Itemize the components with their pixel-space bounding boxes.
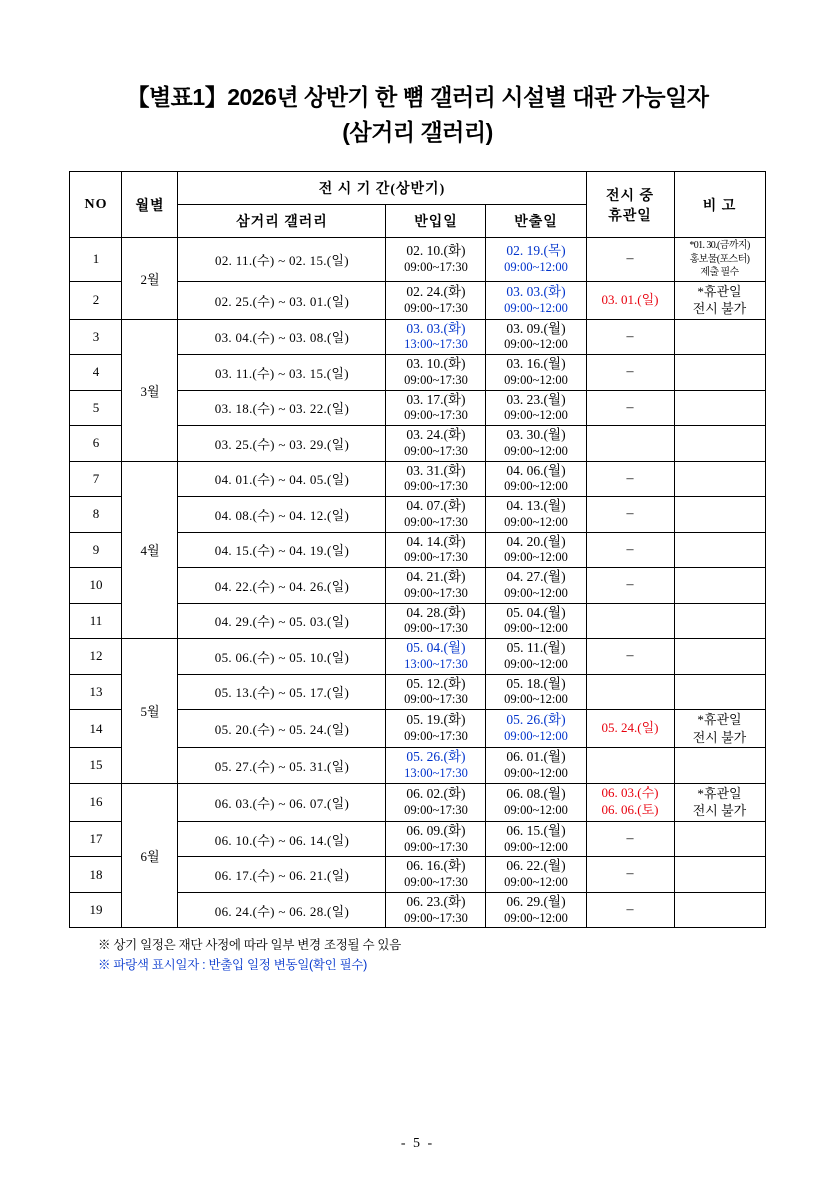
load-out-date: 04. 27.(월) bbox=[506, 569, 566, 585]
load-out-time: 09:00~12:00 bbox=[504, 479, 568, 494]
closed-day-value: – bbox=[626, 364, 634, 380]
cell-exhibition-period: 05. 13.(수) ~ 05. 17.(일) bbox=[178, 674, 386, 710]
cell-no: 17 bbox=[70, 821, 122, 857]
cell-exhibition-period: 05. 27.(수) ~ 05. 31.(일) bbox=[178, 748, 386, 784]
closed-day-value: – bbox=[626, 506, 634, 522]
load-in-date: 05. 12.(화) bbox=[406, 675, 466, 691]
cell-closed-day bbox=[586, 821, 674, 857]
cell-month: 4월 bbox=[122, 461, 178, 639]
footnote-1: ※ 상기 일정은 재단 사정에 따라 일부 변경 조정될 수 있음 bbox=[98, 938, 401, 953]
cell-month: 2월 bbox=[122, 238, 178, 320]
cell-exhibition-period: 03. 25.(수) ~ 03. 29.(일) bbox=[178, 426, 386, 462]
load-in-time: 09:00~17:30 bbox=[404, 692, 468, 707]
header-load-in: 반입일 bbox=[386, 205, 486, 238]
load-in-time: 09:00~17:30 bbox=[404, 875, 468, 890]
load-out-time: 09:00~12:00 bbox=[504, 729, 568, 744]
cell-load-in bbox=[386, 857, 486, 893]
load-in-time: 09:00~17:30 bbox=[404, 802, 468, 817]
load-out-date: 05. 26.(화) bbox=[506, 712, 566, 728]
cell-exhibition-period: 04. 29.(수) ~ 05. 03.(일) bbox=[178, 603, 386, 639]
load-in-time: 09:00~17:30 bbox=[404, 259, 468, 274]
header-period-group: 전 시 기 간(상반기) bbox=[178, 172, 586, 205]
load-out-time: 09:00~12:00 bbox=[504, 839, 568, 854]
closed-day-value: 05. 24.(일) bbox=[601, 720, 659, 736]
cell-exhibition-period: 06. 17.(수) ~ 06. 21.(일) bbox=[178, 857, 386, 893]
cell-no: 19 bbox=[70, 892, 122, 928]
cell-load-out bbox=[486, 281, 586, 319]
load-in-time: 09:00~17:30 bbox=[404, 910, 468, 925]
cell-no: 16 bbox=[70, 783, 122, 821]
load-out-time: 09:00~12:00 bbox=[504, 337, 568, 352]
load-in-date: 03. 31.(화) bbox=[406, 462, 466, 478]
table-row bbox=[70, 783, 765, 821]
note-line: *휴관일 bbox=[697, 712, 742, 728]
load-in-time: 09:00~17:30 bbox=[404, 621, 468, 636]
cell-closed-day bbox=[586, 497, 674, 533]
cell-load-in bbox=[386, 238, 486, 282]
closed-day-value: – bbox=[626, 399, 634, 415]
cell-note bbox=[674, 281, 765, 319]
cell-closed-day bbox=[586, 857, 674, 893]
cell-note bbox=[674, 238, 765, 282]
load-out-time: 09:00~12:00 bbox=[504, 300, 568, 315]
cell-closed-day bbox=[586, 390, 674, 426]
table-row bbox=[70, 639, 765, 675]
cell-no: 14 bbox=[70, 710, 122, 748]
cell-note bbox=[674, 497, 765, 533]
load-out-time: 09:00~12:00 bbox=[504, 692, 568, 707]
cell-exhibition-period: 06. 24.(수) ~ 06. 28.(일) bbox=[178, 892, 386, 928]
page-number: - 5 - bbox=[400, 1136, 435, 1151]
cell-no: 11 bbox=[70, 603, 122, 639]
closed-day-value: – bbox=[626, 541, 634, 557]
closed-day-value: – bbox=[626, 328, 634, 344]
cell-no: 5 bbox=[70, 390, 122, 426]
header-gallery: 삼거리 갤러리 bbox=[178, 205, 386, 238]
cell-load-out bbox=[486, 857, 586, 893]
cell-load-out bbox=[486, 461, 586, 497]
cell-no: 15 bbox=[70, 748, 122, 784]
load-out-time: 09:00~12:00 bbox=[504, 550, 568, 565]
schedule-table bbox=[69, 171, 765, 928]
cell-load-in bbox=[386, 390, 486, 426]
load-in-date: 04. 28.(화) bbox=[406, 604, 466, 620]
load-out-date: 06. 29.(월) bbox=[506, 893, 566, 909]
cell-load-out bbox=[486, 748, 586, 784]
load-in-time: 09:00~17:30 bbox=[404, 585, 468, 600]
cell-load-in bbox=[386, 568, 486, 604]
cell-load-in bbox=[386, 497, 486, 533]
cell-load-in bbox=[386, 319, 486, 355]
header-no: NO bbox=[70, 172, 122, 238]
cell-note bbox=[674, 748, 765, 784]
page-title-line2: (삼거리 갤러리) bbox=[342, 118, 493, 145]
load-in-date: 04. 07.(화) bbox=[406, 498, 466, 514]
load-out-date: 03. 30.(월) bbox=[506, 427, 566, 443]
cell-load-in bbox=[386, 674, 486, 710]
cell-closed-day bbox=[586, 319, 674, 355]
load-out-date: 03. 23.(월) bbox=[506, 391, 566, 407]
table-row bbox=[70, 461, 765, 497]
cell-month: 5월 bbox=[122, 639, 178, 784]
closed-day-value: – bbox=[626, 470, 634, 486]
table-row bbox=[70, 319, 765, 355]
load-in-date: 03. 17.(화) bbox=[406, 391, 466, 407]
cell-load-in bbox=[386, 639, 486, 675]
cell-closed-day bbox=[586, 603, 674, 639]
cell-closed-day bbox=[586, 674, 674, 710]
cell-load-in bbox=[386, 603, 486, 639]
cell-closed-day bbox=[586, 748, 674, 784]
load-out-date: 05. 04.(월) bbox=[506, 604, 566, 620]
cell-load-in bbox=[386, 461, 486, 497]
cell-note bbox=[674, 674, 765, 710]
load-out-time: 09:00~12:00 bbox=[504, 514, 568, 529]
load-out-time: 09:00~12:00 bbox=[504, 875, 568, 890]
cell-note bbox=[674, 568, 765, 604]
load-out-date: 05. 18.(월) bbox=[506, 675, 566, 691]
closed-day-value: 06. 03.(수) bbox=[601, 785, 659, 801]
cell-closed-day bbox=[586, 355, 674, 391]
cell-load-out bbox=[486, 821, 586, 857]
cell-load-out bbox=[486, 674, 586, 710]
closed-day-value: – bbox=[626, 901, 634, 917]
cell-no: 1 bbox=[70, 238, 122, 282]
cell-note bbox=[674, 390, 765, 426]
load-out-time: 09:00~12:00 bbox=[504, 443, 568, 458]
cell-load-in bbox=[386, 892, 486, 928]
load-in-date: 03. 10.(화) bbox=[406, 356, 466, 372]
load-in-time: 13:00~17:30 bbox=[404, 656, 468, 671]
load-in-time: 09:00~17:30 bbox=[404, 372, 468, 387]
cell-closed-day bbox=[586, 783, 674, 821]
table-row bbox=[70, 238, 765, 282]
cell-exhibition-period: 04. 22.(수) ~ 04. 26.(일) bbox=[178, 568, 386, 604]
load-out-date: 04. 20.(월) bbox=[506, 533, 566, 549]
closed-day-value-2: 06. 06.(토) bbox=[601, 802, 659, 818]
cell-exhibition-period: 06. 03.(수) ~ 06. 07.(일) bbox=[178, 783, 386, 821]
load-in-date: 04. 21.(화) bbox=[406, 569, 466, 585]
cell-no: 13 bbox=[70, 674, 122, 710]
load-in-date: 05. 04.(월) bbox=[406, 640, 466, 656]
cell-load-out bbox=[486, 603, 586, 639]
cell-exhibition-period: 04. 08.(수) ~ 04. 12.(일) bbox=[178, 497, 386, 533]
cell-load-out bbox=[486, 783, 586, 821]
header-row-1 bbox=[70, 172, 765, 205]
cell-note bbox=[674, 319, 765, 355]
load-in-date: 06. 02.(화) bbox=[406, 785, 466, 801]
cell-load-in bbox=[386, 783, 486, 821]
load-out-time: 09:00~12:00 bbox=[504, 656, 568, 671]
cell-exhibition-period: 04. 01.(수) ~ 04. 05.(일) bbox=[178, 461, 386, 497]
cell-load-out bbox=[486, 238, 586, 282]
cell-load-out bbox=[486, 355, 586, 391]
cell-note bbox=[674, 892, 765, 928]
cell-no: 2 bbox=[70, 281, 122, 319]
load-in-time: 09:00~17:30 bbox=[404, 443, 468, 458]
cell-load-in bbox=[386, 821, 486, 857]
cell-note bbox=[674, 639, 765, 675]
cell-exhibition-period: 04. 15.(수) ~ 04. 19.(일) bbox=[178, 532, 386, 568]
note-line: 제출 필수 bbox=[700, 267, 739, 278]
load-out-time: 09:00~12:00 bbox=[504, 621, 568, 636]
load-in-date: 05. 26.(화) bbox=[406, 749, 466, 765]
note-line: 전시 불가 bbox=[692, 729, 747, 745]
cell-exhibition-period: 02. 25.(수) ~ 03. 01.(일) bbox=[178, 281, 386, 319]
load-in-time: 09:00~17:30 bbox=[404, 729, 468, 744]
cell-exhibition-period: 03. 11.(수) ~ 03. 15.(일) bbox=[178, 355, 386, 391]
page-title bbox=[60, 80, 775, 149]
load-out-time: 09:00~12:00 bbox=[504, 766, 568, 781]
cell-load-in bbox=[386, 426, 486, 462]
cell-load-out bbox=[486, 319, 586, 355]
cell-exhibition-period: 02. 11.(수) ~ 02. 15.(일) bbox=[178, 238, 386, 282]
closed-day-value: – bbox=[626, 648, 634, 664]
header-note: 비 고 bbox=[674, 172, 765, 238]
load-out-date: 06. 01.(월) bbox=[506, 749, 566, 765]
cell-note bbox=[674, 710, 765, 748]
cell-note bbox=[674, 426, 765, 462]
cell-no: 6 bbox=[70, 426, 122, 462]
load-out-date: 04. 06.(월) bbox=[506, 462, 566, 478]
load-out-date: 03. 03.(화) bbox=[506, 283, 566, 299]
cell-no: 7 bbox=[70, 461, 122, 497]
load-in-time: 09:00~17:30 bbox=[404, 300, 468, 315]
cell-load-out bbox=[486, 568, 586, 604]
closed-day-value: – bbox=[626, 866, 634, 882]
header-load-out: 반출일 bbox=[486, 205, 586, 238]
load-in-date: 06. 16.(화) bbox=[406, 858, 466, 874]
cell-no: 10 bbox=[70, 568, 122, 604]
cell-closed-day bbox=[586, 892, 674, 928]
header-closed-line2: 휴관일 bbox=[608, 208, 652, 224]
header-month: 월별 bbox=[122, 172, 178, 238]
load-out-date: 02. 19.(목) bbox=[506, 243, 566, 258]
cell-load-in bbox=[386, 748, 486, 784]
note-line: *휴관일 bbox=[697, 283, 742, 299]
note-line: 홍보물(포스터) bbox=[689, 253, 750, 265]
cell-month: 6월 bbox=[122, 783, 178, 928]
cell-closed-day bbox=[586, 281, 674, 319]
load-out-date: 06. 22.(월) bbox=[506, 858, 566, 874]
cell-load-out bbox=[486, 390, 586, 426]
note-line: 전시 불가 bbox=[692, 301, 747, 317]
cell-closed-day bbox=[586, 238, 674, 282]
cell-no: 12 bbox=[70, 639, 122, 675]
cell-closed-day bbox=[586, 426, 674, 462]
cell-closed-day bbox=[586, 568, 674, 604]
load-in-date: 03. 03.(화) bbox=[406, 320, 466, 336]
footnotes bbox=[98, 936, 775, 975]
load-out-date: 06. 08.(월) bbox=[506, 785, 566, 801]
header-closed-line1: 전시 중 bbox=[605, 188, 655, 204]
cell-note bbox=[674, 783, 765, 821]
load-out-time: 09:00~12:00 bbox=[504, 372, 568, 387]
cell-exhibition-period: 03. 04.(수) ~ 03. 08.(일) bbox=[178, 319, 386, 355]
load-in-time: 09:00~17:30 bbox=[404, 514, 468, 529]
table-header bbox=[70, 172, 765, 238]
closed-day-value: – bbox=[626, 830, 634, 846]
load-in-time: 13:00~17:30 bbox=[404, 337, 468, 352]
load-in-time: 13:00~17:30 bbox=[404, 766, 468, 781]
closed-day-value: 03. 01.(일) bbox=[601, 291, 659, 307]
cell-exhibition-period: 05. 20.(수) ~ 05. 24.(일) bbox=[178, 710, 386, 748]
cell-closed-day bbox=[586, 639, 674, 675]
cell-closed-day bbox=[586, 461, 674, 497]
closed-day-value: – bbox=[626, 577, 634, 593]
cell-note bbox=[674, 821, 765, 857]
load-out-date: 03. 16.(월) bbox=[506, 356, 566, 372]
cell-note bbox=[674, 532, 765, 568]
load-out-time: 09:00~12:00 bbox=[504, 585, 568, 600]
cell-load-out bbox=[486, 532, 586, 568]
cell-load-in bbox=[386, 532, 486, 568]
load-in-date: 06. 23.(화) bbox=[406, 893, 466, 909]
cell-closed-day bbox=[586, 710, 674, 748]
note-line: 전시 불가 bbox=[692, 803, 747, 819]
load-out-date: 03. 09.(월) bbox=[506, 320, 566, 336]
note-line: *휴관일 bbox=[697, 785, 742, 801]
footnote-2: ※ 파랑색 표시일자 : 반출입 일정 변동일(확인 필수) bbox=[98, 957, 368, 972]
cell-load-out bbox=[486, 892, 586, 928]
load-in-time: 09:00~17:30 bbox=[404, 550, 468, 565]
load-out-time: 09:00~12:00 bbox=[504, 802, 568, 817]
cell-load-in bbox=[386, 281, 486, 319]
cell-load-out bbox=[486, 639, 586, 675]
load-out-date: 06. 15.(월) bbox=[506, 822, 566, 838]
cell-no: 9 bbox=[70, 532, 122, 568]
cell-month: 3월 bbox=[122, 319, 178, 461]
header-closed-day bbox=[586, 172, 674, 238]
load-in-date: 03. 24.(화) bbox=[406, 427, 466, 443]
cell-no: 3 bbox=[70, 319, 122, 355]
load-in-time: 09:00~17:30 bbox=[404, 479, 468, 494]
load-in-date: 04. 14.(화) bbox=[406, 533, 466, 549]
cell-load-out bbox=[486, 426, 586, 462]
cell-note bbox=[674, 355, 765, 391]
load-in-date: 06. 09.(화) bbox=[406, 822, 466, 838]
load-out-date: 05. 11.(월) bbox=[506, 640, 566, 656]
load-in-time: 09:00~17:30 bbox=[404, 839, 468, 854]
load-in-time: 09:00~17:30 bbox=[404, 408, 468, 423]
cell-exhibition-period: 06. 10.(수) ~ 06. 14.(일) bbox=[178, 821, 386, 857]
page-title-line1: 【별표1】2026년 상반기 한 뼘 갤러리 시설별 대관 가능일자 bbox=[126, 84, 709, 110]
cell-load-in bbox=[386, 355, 486, 391]
cell-note bbox=[674, 461, 765, 497]
cell-exhibition-period: 05. 06.(수) ~ 05. 10.(일) bbox=[178, 639, 386, 675]
closed-day-value: – bbox=[626, 251, 634, 267]
cell-no: 18 bbox=[70, 857, 122, 893]
cell-exhibition-period: 03. 18.(수) ~ 03. 22.(일) bbox=[178, 390, 386, 426]
load-in-date: 02. 10.(화) bbox=[406, 243, 466, 258]
cell-no: 8 bbox=[70, 497, 122, 533]
load-out-date: 04. 13.(월) bbox=[506, 498, 566, 514]
cell-no: 4 bbox=[70, 355, 122, 391]
cell-load-in bbox=[386, 710, 486, 748]
load-out-time: 09:00~12:00 bbox=[504, 259, 568, 274]
cell-load-out bbox=[486, 710, 586, 748]
cell-note bbox=[674, 603, 765, 639]
cell-closed-day bbox=[586, 532, 674, 568]
load-in-date: 02. 24.(화) bbox=[406, 283, 466, 299]
cell-load-out bbox=[486, 497, 586, 533]
table-body bbox=[70, 238, 765, 928]
load-out-time: 09:00~12:00 bbox=[504, 408, 568, 423]
load-in-date: 05. 19.(화) bbox=[406, 712, 466, 728]
cell-note bbox=[674, 857, 765, 893]
load-out-time: 09:00~12:00 bbox=[504, 910, 568, 925]
note-line: *01. 30.(금까지) bbox=[689, 240, 750, 251]
